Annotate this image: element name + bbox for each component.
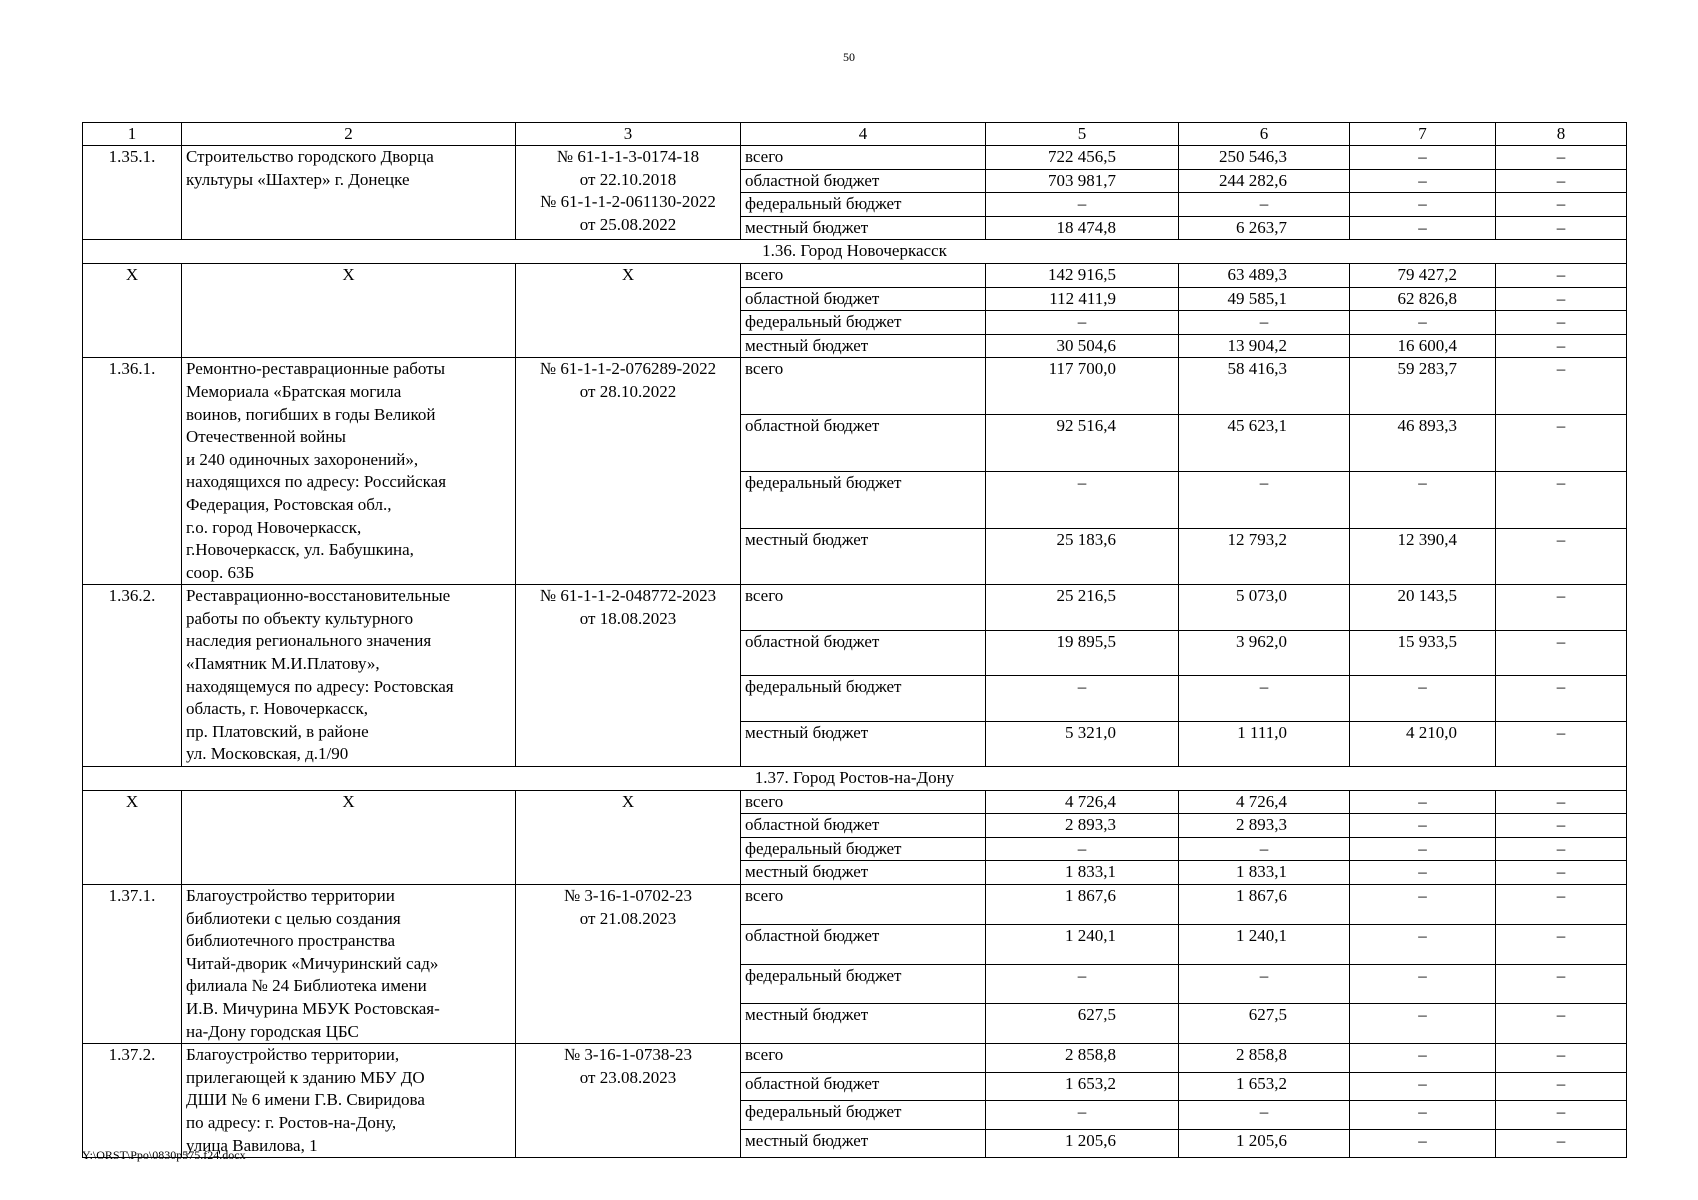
amount-c7: – (1350, 1044, 1496, 1072)
column-header: 5 (986, 123, 1179, 146)
object-name-line: Мемориала «Братская могила (186, 381, 402, 401)
column-header: 4 (741, 123, 986, 146)
header-row (83, 123, 1627, 146)
object-name-line: библиотеки с целью создания (186, 908, 401, 928)
amount-c8: – (1496, 528, 1627, 585)
table-row (83, 790, 1627, 814)
object-name-line: по адресу: г. Ростов-на-Дону, (186, 1112, 397, 1132)
object-name-line: Читай-дворик «Мичуринский сад» (186, 953, 439, 973)
amount-c7: 79 427,2 (1350, 263, 1496, 287)
budget-source: местный бюджет (741, 861, 986, 885)
amount-c5: 5 321,0 (986, 721, 1179, 766)
budget-source: всего (741, 146, 986, 170)
object-name-line: область, г. Новочеркасск, (186, 699, 369, 719)
amount-c5: – (986, 1101, 1179, 1129)
document-reference-line: № 61-1-1-3-0174-18 (556, 147, 700, 166)
amount-c7: – (1350, 924, 1496, 964)
document-reference-line: от 25.08.2022 (579, 214, 677, 234)
amount-c6: 1 205,6 (1179, 1129, 1350, 1158)
amount-c7: – (1350, 216, 1496, 240)
amount-c8: – (1496, 885, 1627, 925)
amount-c8: – (1496, 676, 1627, 721)
object-name-line: и 240 одиночных захоронений», (186, 449, 419, 469)
amount-c7: – (1350, 814, 1496, 838)
amount-c7: – (1350, 1129, 1496, 1158)
footer-file-path: Y:\ORST\Ppo\0830p575.f24.docx (82, 1148, 246, 1162)
object-name-line: ул. Московская, д.1/90 (186, 744, 349, 764)
object-name-line: улица Вавилова, 1 (186, 1135, 318, 1155)
document-reference-line: № 3-16-1-0738-23 (563, 1045, 693, 1065)
budget-source: областной бюджет (741, 169, 986, 193)
budget-source: местный бюджет (741, 216, 986, 240)
amount-c7: 4 210,0 (1350, 721, 1496, 766)
amount-c5: 1 867,6 (986, 885, 1179, 925)
amount-c6: 2 893,3 (1179, 814, 1350, 838)
budget-source: областной бюджет (741, 924, 986, 964)
table-row (83, 885, 1627, 925)
budget-source: всего (741, 358, 986, 415)
budget-source: областной бюджет (741, 630, 986, 675)
amount-c8: – (1496, 790, 1627, 814)
object-name-line: Х (342, 264, 355, 284)
amount-c8: – (1496, 630, 1627, 675)
amount-c8: – (1496, 964, 1627, 1004)
amount-c7: 16 600,4 (1350, 334, 1496, 358)
document-reference-line: № 61-1-1-2-048772-2023 (539, 586, 717, 606)
document-reference (516, 885, 741, 1044)
amount-c5: 25 216,5 (986, 585, 1179, 630)
document-reference-line: от 22.10.2018 (579, 169, 677, 189)
document-reference-line: от 28.10.2022 (579, 381, 677, 401)
budget-source: всего (741, 263, 986, 287)
budget-source: областной бюджет (741, 1072, 986, 1100)
budget-source: федеральный бюджет (741, 1101, 986, 1129)
amount-c6: 1 111,0 (1179, 721, 1350, 766)
budget-source: федеральный бюджет (741, 964, 986, 1004)
document-reference (516, 790, 741, 884)
amount-c5: 25 183,6 (986, 528, 1179, 585)
amount-c7: – (1350, 1101, 1496, 1129)
amount-c8: – (1496, 837, 1627, 861)
amount-c6: 4 726,4 (1179, 790, 1350, 814)
amount-c5: 142 916,5 (986, 263, 1179, 287)
amount-c7: 59 283,7 (1350, 358, 1496, 415)
amount-c6: 63 489,3 (1179, 263, 1350, 287)
column-header: 2 (182, 123, 516, 146)
object-name-line: пр. Платовский, в районе (186, 721, 369, 741)
page-number: 50 (843, 50, 855, 64)
budget-source: местный бюджет (741, 334, 986, 358)
amount-c6: – (1179, 964, 1350, 1004)
amount-c7: 62 826,8 (1350, 287, 1496, 311)
object-name-line: соор. 63Б (186, 562, 255, 582)
amount-c7: – (1350, 471, 1496, 528)
document-reference-line: № 3-16-1-0702-23 (563, 886, 693, 905)
amount-c6: 13 904,2 (1179, 334, 1350, 358)
amount-c8: – (1496, 193, 1627, 217)
budget-source: областной бюджет (741, 814, 986, 838)
amount-c6: – (1179, 193, 1350, 217)
document-reference-line: № 61-1-1-2-061130-2022 (540, 192, 716, 212)
object-name-line: г.Новочеркасск, ул. Бабушкина, (186, 540, 414, 560)
amount-c5: 722 456,5 (986, 146, 1179, 170)
amount-c7: – (1350, 146, 1496, 170)
document-reference-line: от 18.08.2023 (579, 608, 677, 628)
object-name-line: наследия регионального значения (186, 631, 432, 651)
amount-c7: – (1350, 311, 1496, 335)
object-name (182, 885, 516, 1044)
amount-c6: 244 282,6 (1179, 169, 1350, 193)
amount-c5: 92 516,4 (986, 415, 1179, 472)
amount-c8: – (1496, 415, 1627, 472)
table-row (83, 263, 1627, 287)
section-title: 1.36. Город Новочеркасск (83, 240, 1627, 264)
object-name-line: Федерация, Ростовская обл., (186, 494, 392, 514)
amount-c8: – (1496, 861, 1627, 885)
amount-c6: – (1179, 1101, 1350, 1129)
amount-c5: 19 895,5 (986, 630, 1179, 675)
amount-c7: – (1350, 790, 1496, 814)
amount-c6: – (1179, 837, 1350, 861)
budget-source: федеральный бюджет (741, 471, 986, 528)
object-name-line: Х (342, 791, 355, 811)
object-name-line: ДШИ № 6 имени Г.В. Свиридова (186, 1090, 425, 1110)
amount-c6: 3 962,0 (1179, 630, 1350, 675)
amount-c8: – (1496, 334, 1627, 358)
table-row (83, 585, 1627, 630)
row-number: 1.37.2. (83, 1044, 182, 1158)
amount-c8: – (1496, 1101, 1627, 1129)
amount-c7: – (1350, 861, 1496, 885)
amount-c5: – (986, 193, 1179, 217)
document-reference-line: Х (621, 791, 635, 811)
row-number: Х (83, 790, 182, 884)
budget-source: всего (741, 585, 986, 630)
document-reference-line: от 21.08.2023 (579, 908, 677, 928)
amount-c5: 1 653,2 (986, 1072, 1179, 1100)
budget-table (82, 122, 1627, 1158)
amount-c8: – (1496, 1004, 1627, 1044)
amount-c8: – (1496, 311, 1627, 335)
amount-c7: 15 933,5 (1350, 630, 1496, 675)
row-number: Х (83, 263, 182, 357)
amount-c5: 2 893,3 (986, 814, 1179, 838)
amount-c5: 30 504,6 (986, 334, 1179, 358)
document-reference-line: Х (621, 264, 635, 284)
amount-c6: 250 546,3 (1179, 146, 1350, 170)
row-number: 1.36.2. (83, 585, 182, 767)
object-name-line: «Памятник М.И.Платову», (186, 654, 380, 674)
budget-source: местный бюджет (741, 528, 986, 585)
column-header: 1 (83, 123, 182, 146)
object-name-line: библиотечного пространства (186, 931, 395, 951)
budget-source: местный бюджет (741, 721, 986, 766)
object-name-line: на-Дону городская ЦБС (186, 1021, 359, 1041)
section-title: 1.37. Город Ростов-на-Дону (83, 767, 1627, 791)
object-name-line: воинов, погибших в годы Великой (186, 404, 436, 424)
amount-c5: 1 205,6 (986, 1129, 1179, 1158)
amount-c6: – (1179, 471, 1350, 528)
amount-c8: – (1496, 721, 1627, 766)
amount-c7: 46 893,3 (1350, 415, 1496, 472)
amount-c5: 1 240,1 (986, 924, 1179, 964)
object-name-line: Строительство городского Дворца (186, 147, 434, 166)
amount-c8: – (1496, 585, 1627, 630)
amount-c8: – (1496, 471, 1627, 528)
object-name-line: филиала № 24 Библиотека имени (186, 976, 427, 996)
object-name-line: г.о. город Новочеркасск, (186, 517, 362, 537)
amount-c7: – (1350, 193, 1496, 217)
amount-c6: 5 073,0 (1179, 585, 1350, 630)
object-name (182, 358, 516, 585)
amount-c7: – (1350, 837, 1496, 861)
amount-c5: – (986, 837, 1179, 861)
amount-c6: 1 833,1 (1179, 861, 1350, 885)
amount-c8: – (1496, 358, 1627, 415)
object-name-line: Благоустройство территории, (186, 1045, 400, 1065)
document-reference (516, 358, 741, 585)
amount-c8: – (1496, 1072, 1627, 1100)
amount-c7: 20 143,5 (1350, 585, 1496, 630)
document-reference-line: № 61-1-1-2-076289-2022 (539, 359, 717, 379)
object-name-line: Ремонтно-реставрационные работы (186, 359, 446, 379)
object-name-line: прилегающей к зданию МБУ ДО (186, 1067, 425, 1087)
amount-c5: 112 411,9 (986, 287, 1179, 311)
object-name-line: культуры «Шахтер» г. Донецке (186, 169, 410, 189)
object-name-line: И.В. Мичурина МБУК Ростовская- (186, 998, 440, 1018)
amount-c6: 12 793,2 (1179, 528, 1350, 585)
document-reference (516, 1044, 741, 1158)
amount-c7: – (1350, 964, 1496, 1004)
budget-source: местный бюджет (741, 1129, 986, 1158)
table-row (83, 146, 1627, 170)
column-header: 6 (1179, 123, 1350, 146)
amount-c8: – (1496, 146, 1627, 170)
amount-c5: 2 858,8 (986, 1044, 1179, 1072)
amount-c6: 1 240,1 (1179, 924, 1350, 964)
column-header: 3 (516, 123, 741, 146)
budget-source: федеральный бюджет (741, 837, 986, 861)
amount-c5: – (986, 964, 1179, 1004)
amount-c6: 49 585,1 (1179, 287, 1350, 311)
budget-source: федеральный бюджет (741, 311, 986, 335)
row-number: 1.37.1. (83, 885, 182, 1044)
object-name (182, 585, 516, 767)
amount-c6: – (1179, 676, 1350, 721)
amount-c6: 6 263,7 (1179, 216, 1350, 240)
row-number: 1.35.1. (83, 146, 182, 240)
budget-source: федеральный бюджет (741, 676, 986, 721)
budget-source: областной бюджет (741, 287, 986, 311)
object-name-line: Благоустройство территории (186, 886, 395, 905)
object-name-line: Реставрационно-восстановительные (186, 586, 451, 606)
amount-c6: – (1179, 311, 1350, 335)
table-body (83, 146, 1627, 1158)
amount-c7: – (1350, 885, 1496, 925)
object-name-line: работы по объекту культурного (186, 608, 414, 628)
amount-c6: 45 623,1 (1179, 415, 1350, 472)
amount-c5: – (986, 676, 1179, 721)
amount-c8: – (1496, 169, 1627, 193)
amount-c7: – (1350, 1072, 1496, 1100)
section-row (83, 767, 1627, 791)
object-name-line: находящихся по адресу: Российская (186, 472, 447, 492)
amount-c5: 4 726,4 (986, 790, 1179, 814)
budget-source: всего (741, 885, 986, 925)
column-header: 7 (1350, 123, 1496, 146)
budget-source: всего (741, 1044, 986, 1072)
amount-c7: – (1350, 1004, 1496, 1044)
amount-c8: – (1496, 216, 1627, 240)
amount-c8: – (1496, 1129, 1627, 1158)
table-row (83, 358, 1627, 415)
object-name-line: находящемуся по адресу: Ростовская (186, 676, 454, 696)
amount-c8: – (1496, 263, 1627, 287)
amount-c8: – (1496, 287, 1627, 311)
amount-c6: 58 416,3 (1179, 358, 1350, 415)
budget-source: всего (741, 790, 986, 814)
amount-c8: – (1496, 1044, 1627, 1072)
amount-c5: – (986, 311, 1179, 335)
amount-c5: 627,5 (986, 1004, 1179, 1044)
budget-source: областной бюджет (741, 415, 986, 472)
amount-c5: 18 474,8 (986, 216, 1179, 240)
amount-c7: – (1350, 169, 1496, 193)
budget-source: федеральный бюджет (741, 193, 986, 217)
document-reference (516, 263, 741, 357)
amount-c7: 12 390,4 (1350, 528, 1496, 585)
amount-c6: 1 653,2 (1179, 1072, 1350, 1100)
document-reference (516, 585, 741, 767)
object-name-line: Отечественной войны (186, 427, 346, 447)
amount-c6: 2 858,8 (1179, 1044, 1350, 1072)
object-name (182, 790, 516, 884)
table-row (83, 1044, 1627, 1072)
amount-c5: – (986, 471, 1179, 528)
amount-c5: 117 700,0 (986, 358, 1179, 415)
document-reference-line: от 23.08.2023 (579, 1067, 677, 1087)
amount-c7: – (1350, 676, 1496, 721)
object-name (182, 1044, 516, 1158)
amount-c8: – (1496, 924, 1627, 964)
amount-c8: – (1496, 814, 1627, 838)
section-row (83, 240, 1627, 264)
row-number: 1.36.1. (83, 358, 182, 585)
object-name (182, 263, 516, 357)
document-reference (516, 146, 741, 240)
amount-c6: 1 867,6 (1179, 885, 1350, 925)
amount-c5: 1 833,1 (986, 861, 1179, 885)
amount-c6: 627,5 (1179, 1004, 1350, 1044)
column-header: 8 (1496, 123, 1627, 146)
budget-source: местный бюджет (741, 1004, 986, 1044)
amount-c5: 703 981,7 (986, 169, 1179, 193)
object-name (182, 146, 516, 240)
